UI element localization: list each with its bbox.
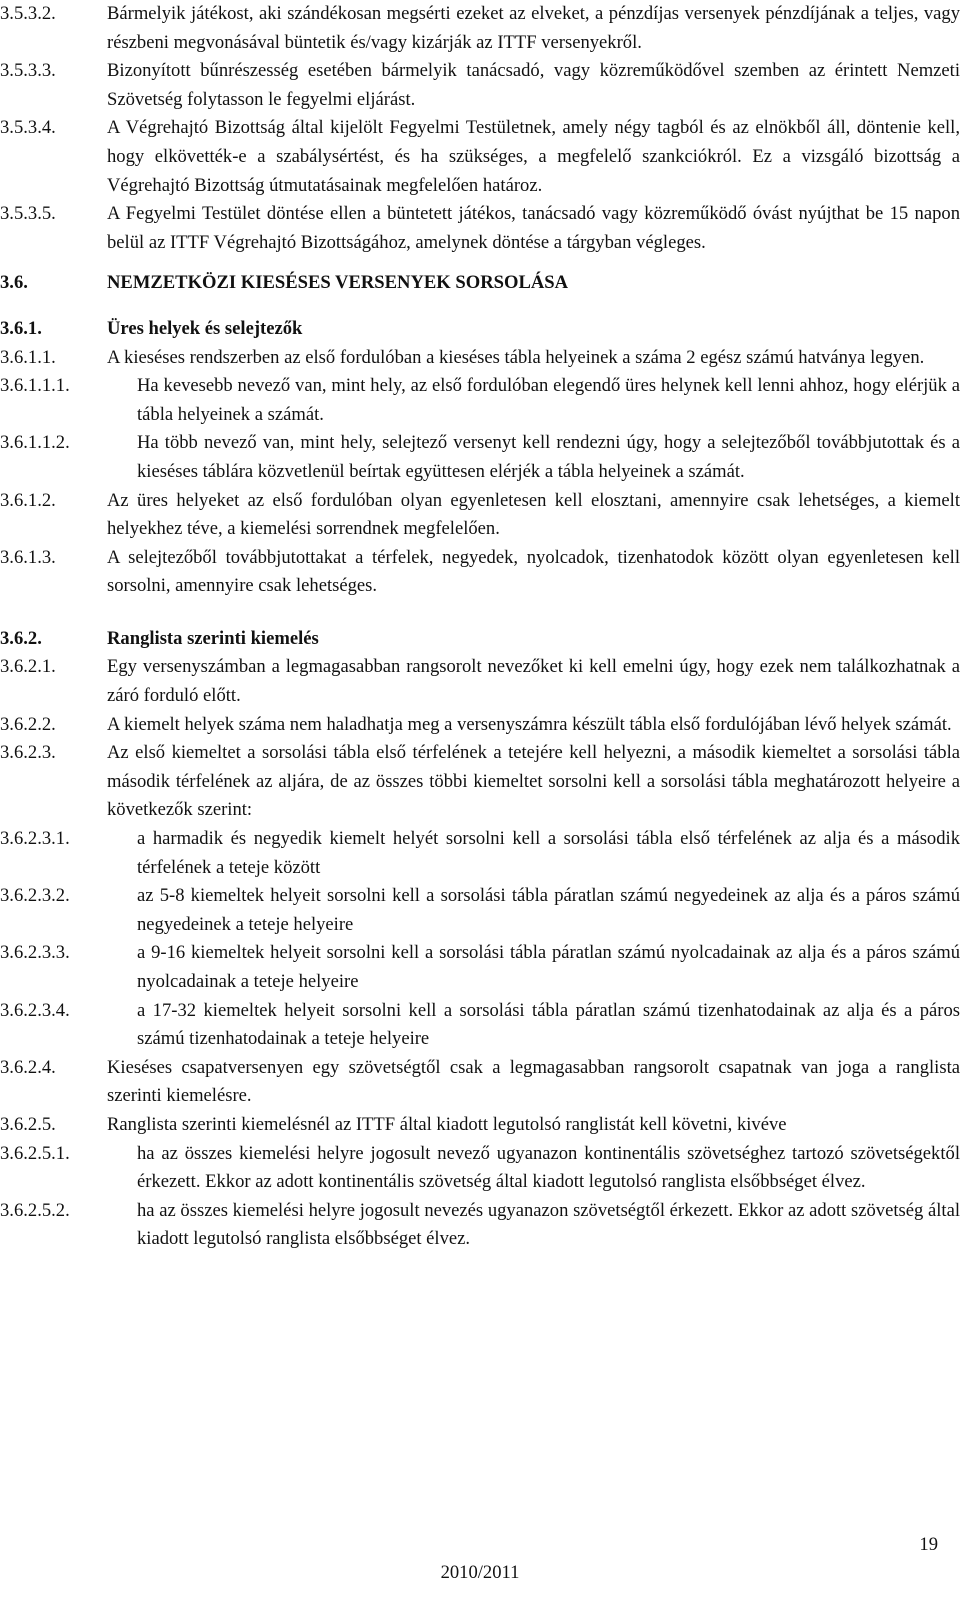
numbered-paragraph: [0, 344, 960, 373]
section-number: 3.6.1.: [0, 317, 42, 339]
numbered-paragraph: [0, 1197, 960, 1254]
paragraph-text: Egy versenyszámban a legmagasabban rangsorolt nevezőket ki kell emelni úgy, hogy ezek nem találkozhatnak a záró forduló előtt.: [107, 656, 960, 707]
numbered-paragraph: [0, 429, 960, 486]
section-number: 3.6.1.1.2.: [0, 432, 70, 454]
numbered-paragraph: [0, 1140, 960, 1197]
paragraph-text: ha az összes kiemelési helyre jogosult nevezés ugyanazon szövetségtől érkezett. Ekkor az adott szövetség által kiadott legutolsó ranglista elsőbbséget élvez.: [137, 1199, 960, 1250]
numbered-paragraph: [0, 114, 960, 200]
heading-text: Üres helyek és selejtezők: [107, 317, 303, 339]
paragraph-text: az 5-8 kiemeltek helyeit sorsolni kell a sorsolási tábla páratlan számú negyedeinek az alja és a páros számú negyedeinek a teteje helyeire: [137, 885, 960, 935]
page-number: 19: [919, 1534, 938, 1555]
paragraph-text: A Végrehajtó Bizottság által kijelölt Fegyelmi Testületnek, amely négy tagból és az elnökből áll, döntenie kell, hogy elkövették-e a szabálysértést, és ha szükséges, a megfelelő szankciókról. Ez a vizsgáló bizottság a Végrehajtó Bizottság útmutatásainak megfelelően határoz.: [107, 117, 960, 196]
section-number: 3.6.2.3.1.: [0, 828, 70, 850]
paragraph-text: Bizonyított bűnrészesség esetében bármelyik tanácsadó, vagy közreműködővel szemben az érintett Nemzeti Szövetség folytasson le fegyelmi eljárást.: [107, 60, 960, 110]
section-number: 3.6.2.1.: [0, 656, 56, 678]
paragraph-text: A Fegyelmi Testület döntése ellen a büntetett játékos, tanácsadó vagy közreműködő óvást nyújthat be 15 napon belül az ITTF Végrehajtó Bizottságához, amelynek döntése a tárgyban végleges.: [107, 203, 960, 253]
paragraph-text: A kieséses rendszerben az első fordulóban a kieséses tábla helyeinek a száma 2 egész számú hatványa legyen.: [107, 346, 925, 368]
section-number: 3.5.3.5.: [0, 203, 56, 225]
numbered-paragraph: [0, 57, 960, 114]
numbered-paragraph: [0, 544, 960, 601]
paragraph-text: A selejtezőből továbbjutottakat a térfelek, negyedek, nyolcadok, tizenhatodok között olyan egyenletesen kell sorsolni, amennyire csak lehetséges.: [107, 546, 960, 597]
section-heading: [0, 625, 960, 654]
section-number: 3.5.3.4.: [0, 117, 56, 139]
paragraph-text: Az első kiemeltet a sorsolási tábla első térfelének a tetejére kell helyezni, a második kiemeltet a sorsolási tábla második térfelének az aljára, de az összes többi kiemeltet sorsolni kell a sorsolási tábla meghatározott helyeire a következők szerint:: [107, 742, 960, 821]
section-number: 3.6.1.1.: [0, 346, 56, 368]
paragraph-text: Ha több nevező van, mint hely, selejtező versenyt kell rendezni úgy, hogy a selejtezőből továbbjutottak és a kieséses táblára közvetlenül beírtak együttesen elérjék a tábla helyeinek a számát.: [137, 432, 960, 482]
section-number: 3.5.3.2.: [0, 3, 56, 24]
section-number: 3.6.1.2.: [0, 489, 56, 511]
paragraph-text: ha az összes kiemelési helyre jogosult nevező ugyanazon kontinentális szövetséghez tartozó szövetségektől érkezett. Ekkor az adott kontinentális szövetség által kiadott legutolsó ranglista elsőbbséget élvez.: [137, 1142, 960, 1193]
paragraph-text: a harmadik és negyedik kiemelt helyét sorsolni kell a sorsolási tábla első térfelének az alja és a második térfelének a teteje között: [137, 828, 960, 878]
numbered-paragraph: [0, 939, 960, 996]
numbered-paragraph: [0, 1054, 960, 1111]
paragraph-text: Kieséses csapatversenyen egy szövetségtől csak a legmagasabban rangsorolt csapatnak van joga a ranglista szerinti kiemelésre.: [107, 1056, 960, 1107]
section-number: 3.6.: [0, 272, 28, 294]
paragraph-text: Ranglista szerinti kiemelésnél az ITTF által kiadott legutolsó ranglistát kell követni, kivéve: [107, 1113, 787, 1135]
paragraph-text: a 9-16 kiemeltek helyeit sorsolni kell a sorsolási tábla páratlan számú nyolcadainak az alja és a páros számú nyolcadainak a teteje helyeire: [137, 942, 960, 992]
numbered-paragraph: [0, 882, 960, 939]
section-number: 3.6.2.5.2.: [0, 1199, 70, 1221]
section-number: 3.6.2.3.: [0, 742, 56, 764]
section-number: 3.6.2.4.: [0, 1056, 56, 1078]
section-number: 3.5.3.3.: [0, 60, 56, 82]
heading-text: NEMZETKÖZI KIESÉSES VERSENYEK SORSOLÁSA: [107, 272, 569, 294]
numbered-paragraph: [0, 739, 960, 825]
paragraph-text: a 17-32 kiemeltek helyeit sorsolni kell a sorsolási tábla páratlan számú tizenhatodainak az alja és a páros számú tizenhatodainak a teteje helyeire: [137, 999, 960, 1050]
section-heading: [0, 315, 960, 344]
numbered-paragraph: [0, 653, 960, 710]
section-number: 3.6.2.3.4.: [0, 999, 70, 1021]
numbered-paragraph: [0, 487, 960, 544]
section-number: 3.6.2.2.: [0, 713, 56, 735]
numbered-paragraph: [0, 1111, 960, 1140]
numbered-paragraph: [0, 711, 960, 740]
paragraph-text: Ha kevesebb nevező van, mint hely, az első fordulóban elegendő üres helynek kell lenni ahhoz, hogy elérjük a tábla helyeinek a számát.: [137, 375, 960, 425]
section-number: 3.6.2.5.: [0, 1113, 56, 1135]
section-number: 3.6.1.1.1.: [0, 375, 70, 397]
numbered-paragraph: [0, 0, 960, 57]
section-heading: [0, 269, 960, 298]
section-number: 3.6.2.: [0, 627, 42, 649]
numbered-paragraph: [0, 825, 960, 882]
heading-text: Ranglista szerinti kiemelés: [107, 627, 319, 649]
paragraph-text: Bármelyik játékost, aki szándékosan megsérti ezeket az elveket, a pénzdíjas versenyek pénzdíjának a teljes, vagy részbeni megvonásával büntetik és/vagy kizárják az ITTF versenyekről.: [107, 3, 960, 53]
section-number: 3.6.2.5.1.: [0, 1142, 70, 1164]
section-number: 3.6.2.3.3.: [0, 942, 70, 964]
numbered-paragraph: [0, 200, 960, 257]
paragraph-text: Az üres helyeket az első fordulóban olyan egyenletesen kell elosztani, amennyire csak lehetséges, a kiemelt helyekhez téve, a kiemelési sorrendnek megfelelően.: [107, 489, 960, 540]
numbered-paragraph: [0, 372, 960, 429]
footer-year: 2010/2011: [440, 1562, 520, 1583]
paragraph-text: A kiemelt helyek száma nem haladhatja meg a versenyszámra készült tábla első fordulójában lévő helyek számát.: [107, 713, 952, 735]
numbered-paragraph: [0, 997, 960, 1054]
section-number: 3.6.1.3.: [0, 546, 56, 568]
section-number: 3.6.2.3.2.: [0, 885, 70, 907]
